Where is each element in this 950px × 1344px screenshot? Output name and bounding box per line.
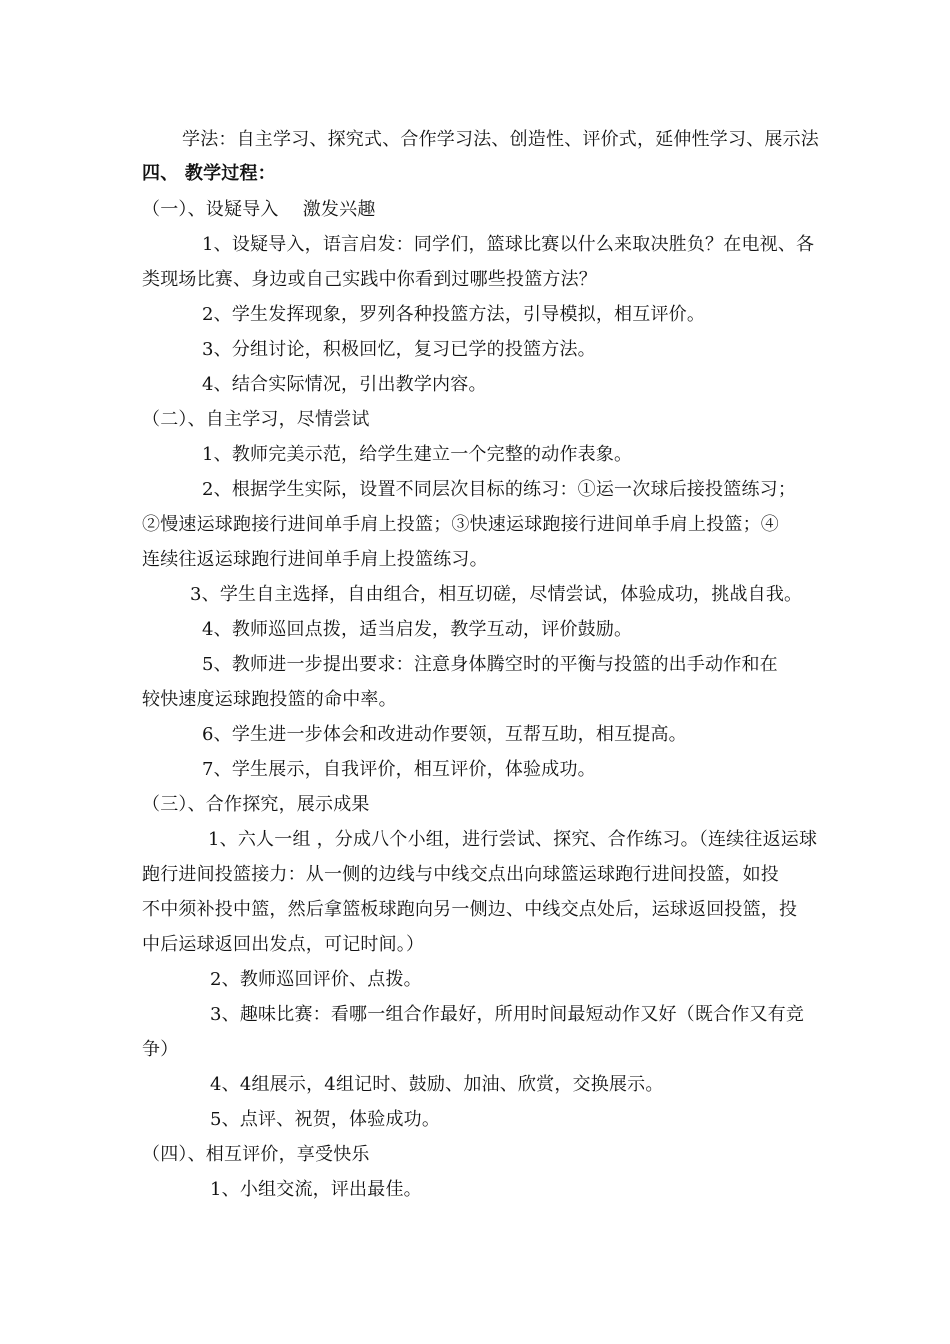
paragraph-line: 1、小组交流，评出最佳。 xyxy=(210,1179,422,1200)
paragraph-line: 3、趣味比赛：看哪一组合作最好，所用时间最短动作又好（既合作又有竞 xyxy=(210,1004,805,1025)
paragraph-line: 6、学生进一步体会和改进动作要领，互帮互助，相互提高。 xyxy=(202,724,687,745)
paragraph-line: 5、点评、祝贺，体验成功。 xyxy=(210,1109,441,1130)
paragraph-line: 7、学生展示，自我评价，相互评价，体验成功。 xyxy=(202,759,596,780)
paragraph-line: 跑行进间投篮接力：从一侧的边线与中线交点出向球篮运球跑行进间投篮，如投 xyxy=(142,864,779,885)
subsection-heading-2: （二）、自主学习，尽情尝试 xyxy=(142,409,370,430)
learning-method-line: 学法：自主学习、探究式、合作学习法、创造性、评价式，延伸性学习、展示法 xyxy=(182,129,819,150)
subsection-heading-3: （三）、合作探究，展示成果 xyxy=(142,794,370,815)
paragraph-line: 4、结合实际情况，引出教学内容。 xyxy=(202,374,487,395)
paragraph-line: 连续往返运球跑行进间单手肩上投篮练习。 xyxy=(142,549,488,570)
paragraph-line: 2、学生发挥现象，罗列各种投篮方法，引导模拟，相互评价。 xyxy=(202,304,706,325)
paragraph-line: 1、教师完美示范，给学生建立一个完整的动作表象。 xyxy=(202,444,633,465)
paragraph-line: 4、教师巡回点拨，适当启发，教学互动，评价鼓励。 xyxy=(202,619,633,640)
paragraph-line: 类现场比赛、身边或自己实践中你看到过哪些投篮方法？ xyxy=(142,269,597,290)
paragraph-line: 2、根据学生实际，设置不同层次目标的练习：①运一次球后接投篮练习； xyxy=(202,479,797,500)
paragraph-line: 较快速度运球跑投篮的命中率。 xyxy=(142,689,397,710)
paragraph-line: 4、4组展示，4组记时、鼓励、加油、欣赏，交换展示。 xyxy=(210,1074,664,1095)
paragraph-line: ②慢速运球跑接行进间单手肩上投篮；③快速运球跑接行进间单手肩上投篮；④ xyxy=(142,514,779,535)
paragraph-line: 1、六人一组 ，分成八个小组，进行尝试、探究、合作练习。（连续往返运球 xyxy=(208,829,818,850)
paragraph-line: 不中须补投中篮，然后拿篮板球跑向另一侧边、中线交点处后，运球返回投篮，投 xyxy=(142,899,798,920)
subsection-heading-4: （四）、相互评价，享受快乐 xyxy=(142,1144,370,1165)
paragraph-line: 1、设疑导入，语言启发：同学们，篮球比赛以什么来取决胜负？在电视、各 xyxy=(202,234,815,255)
paragraph-line: 2、教师巡回评价、点拨。 xyxy=(210,969,422,990)
paragraph-line: 3、分组讨论，积极回忆，复习已学的投篮方法。 xyxy=(202,339,596,360)
subsection-heading-1: （一）、设疑导入 激发兴趣 xyxy=(142,199,376,220)
section-heading-teaching-process: 四、 教学过程： xyxy=(142,163,276,184)
paragraph-line: 中后运球返回出发点，可记时间。） xyxy=(142,934,425,955)
paragraph-line: 3、学生自主选择，自由组合，相互切磋，尽情尝试，体验成功，挑战自我。 xyxy=(190,584,803,605)
paragraph-line: 5、教师进一步提出要求：注意身体腾空时的平衡与投篮的出手动作和在 xyxy=(202,654,778,675)
paragraph-line: 争） xyxy=(142,1039,179,1060)
